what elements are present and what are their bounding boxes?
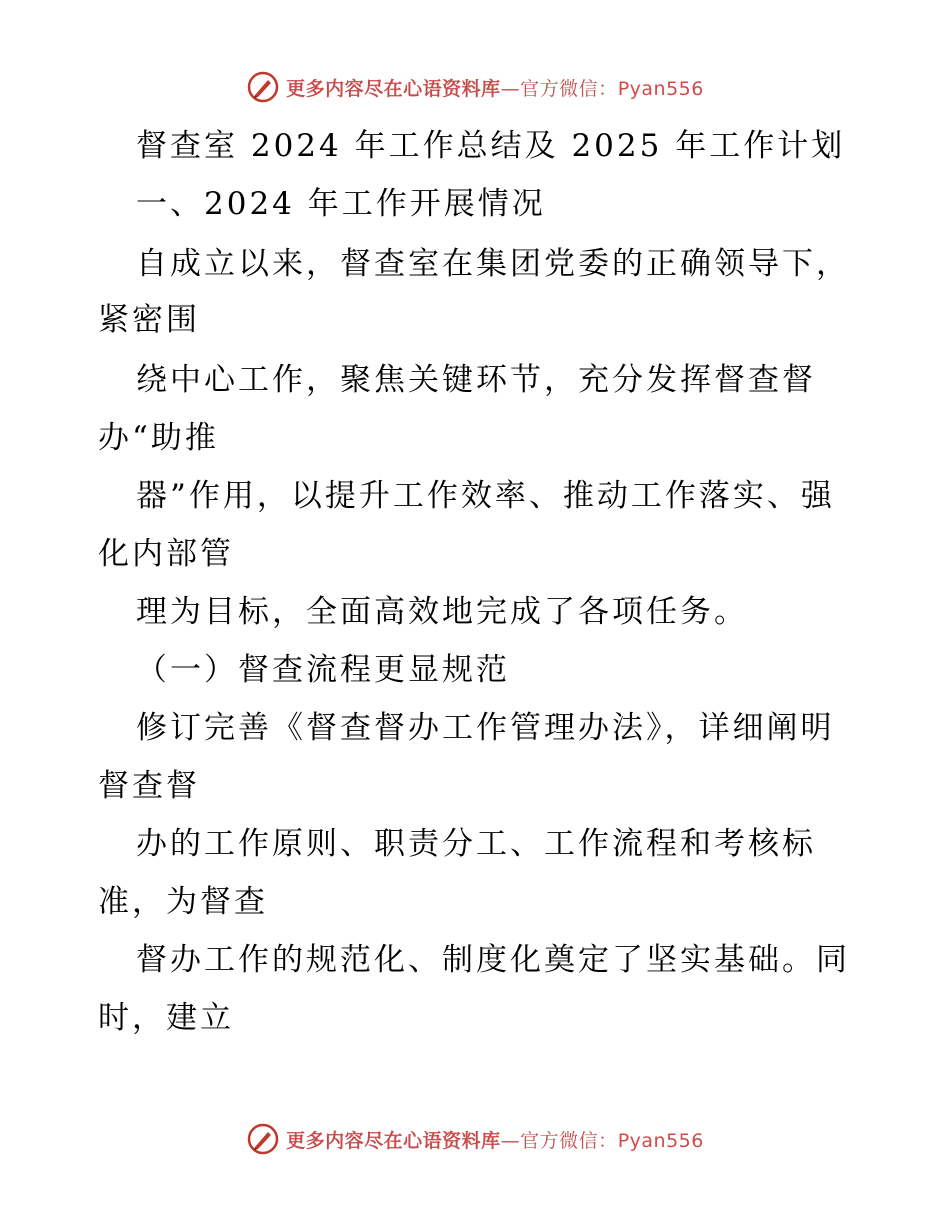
watermark-wechat-label: 官方微信：	[520, 1129, 618, 1152]
paragraph-line: 自成立以来，督查室在集团党委的正确领导下，	[136, 246, 850, 282]
watermark-text	[286, 1126, 704, 1153]
paragraph-line: 督办工作的规范化、制度化奠定了坚实基础。同	[136, 942, 850, 978]
watermark-text	[286, 74, 704, 101]
watermark-library: 更多内容尽在心语资料库	[286, 77, 501, 100]
document-title: 督查室 2024 年工作总结及 2025 年工作计划	[136, 128, 846, 164]
watermark-wechat-id: Pyan556	[617, 1129, 704, 1152]
paragraph-line: 修订完善《督查督办工作管理办法》，详细阐明	[136, 710, 835, 746]
watermark-separator: —	[500, 77, 521, 100]
paragraph-line: 器”作用，以提升工作效率、推动工作落实、强	[136, 478, 835, 514]
paragraph-line: 办“助推	[98, 420, 219, 456]
subsection-heading: （一）督查流程更显规范	[136, 652, 510, 688]
watermark-library: 更多内容尽在心语资料库	[286, 1129, 501, 1152]
watermark-separator: —	[500, 1129, 521, 1152]
header-watermark	[0, 70, 950, 104]
pen-logo-icon	[246, 70, 280, 104]
paragraph-line: 绕中心工作，聚焦关键环节，充分发挥督查督	[136, 362, 816, 398]
footer-watermark	[0, 1122, 950, 1156]
watermark-wechat-label: 官方微信：	[520, 77, 618, 100]
pen-logo-icon	[246, 1122, 280, 1156]
paragraph-line: 理为目标，全面高效地完成了各项任务。	[136, 594, 748, 630]
section-heading: 一、2024 年工作开展情况	[136, 186, 546, 222]
paragraph-line: 化内部管	[98, 536, 234, 572]
paragraph-line: 准，为督查	[98, 884, 268, 920]
watermark-wechat-id: Pyan556	[617, 77, 704, 100]
paragraph-line: 办的工作原则、职责分工、工作流程和考核标	[136, 826, 816, 862]
paragraph-line: 督查督	[98, 768, 200, 804]
paragraph-line: 紧密围	[98, 302, 200, 338]
paragraph-line: 时，建立	[98, 1000, 234, 1036]
